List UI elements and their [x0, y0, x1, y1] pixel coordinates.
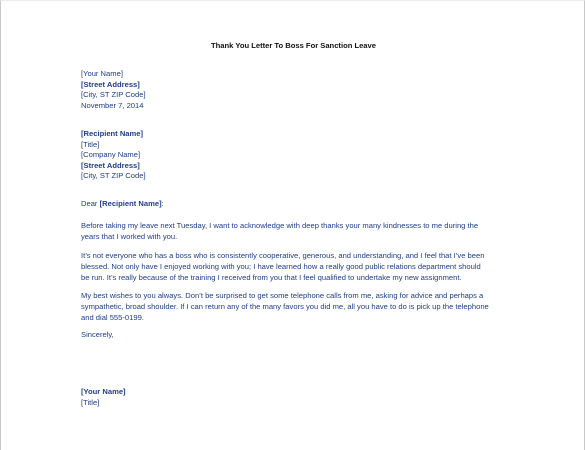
paragraph-line: Before taking my leave next Tuesday, I want to acknowledge with deep thanks your many kindnesses to me during the — [81, 221, 479, 230]
recipient-company: [Company Name] — [81, 150, 141, 160]
signature-name: [Your Name] — [81, 387, 126, 396]
body-paragraph-1 — [81, 221, 521, 243]
body-paragraph-3 — [81, 291, 521, 323]
body-paragraph-2 — [81, 251, 521, 283]
recipient-city: [City, ST ZIP Code] — [81, 171, 146, 181]
paragraph-line: blessed. Not only have I enjoyed working with you; I have learned how a really good public relations department should — [81, 261, 481, 271]
salutation — [81, 199, 521, 210]
paragraph-line: sympathetic, broad shoulder. If I can return any of the many favors you did me, all you have to do is pick up the telephone — [81, 301, 489, 311]
paragraph-line: My best wishes to you always. Don’t be surprised to get some telephone calls from me, asking for advice and perhaps a — [81, 291, 484, 300]
recipient-address-block — [81, 129, 521, 182]
recipient-title: [Title] — [81, 139, 100, 149]
paragraph-line: It’s not everyone who has a boss who is consistently cooperative, generous, and understanding, and I feel that I’ve been — [81, 251, 485, 260]
salutation-suffix: : — [161, 199, 164, 208]
signature-title: [Title] — [81, 397, 100, 407]
paragraph-line: years that I worked with you. — [81, 231, 178, 241]
salutation-name: [Recipient Name] — [99, 199, 162, 208]
signature-block — [81, 387, 521, 408]
sender-address-block — [81, 69, 521, 111]
paragraph-line: and dial 555-0199. — [81, 312, 144, 322]
closing-text: Sincerely, — [81, 330, 114, 339]
sender-street: [Street Address] — [81, 79, 140, 89]
recipient-name: [Recipient Name] — [81, 129, 144, 138]
letter-title: Thank You Letter To Boss For Sanction Leave — [211, 41, 376, 50]
sender-name: [Your Name] — [81, 69, 123, 78]
salutation-prefix: Dear — [81, 199, 100, 208]
closing — [81, 330, 521, 341]
sender-city: [City, ST ZIP Code] — [81, 90, 146, 100]
recipient-street: [Street Address] — [81, 160, 140, 170]
paragraph-line: be run. It’s really because of the training I received from you that I feel qualified to undertake my new assignment. — [81, 272, 462, 282]
letter-date: November 7, 2014 — [81, 100, 144, 110]
